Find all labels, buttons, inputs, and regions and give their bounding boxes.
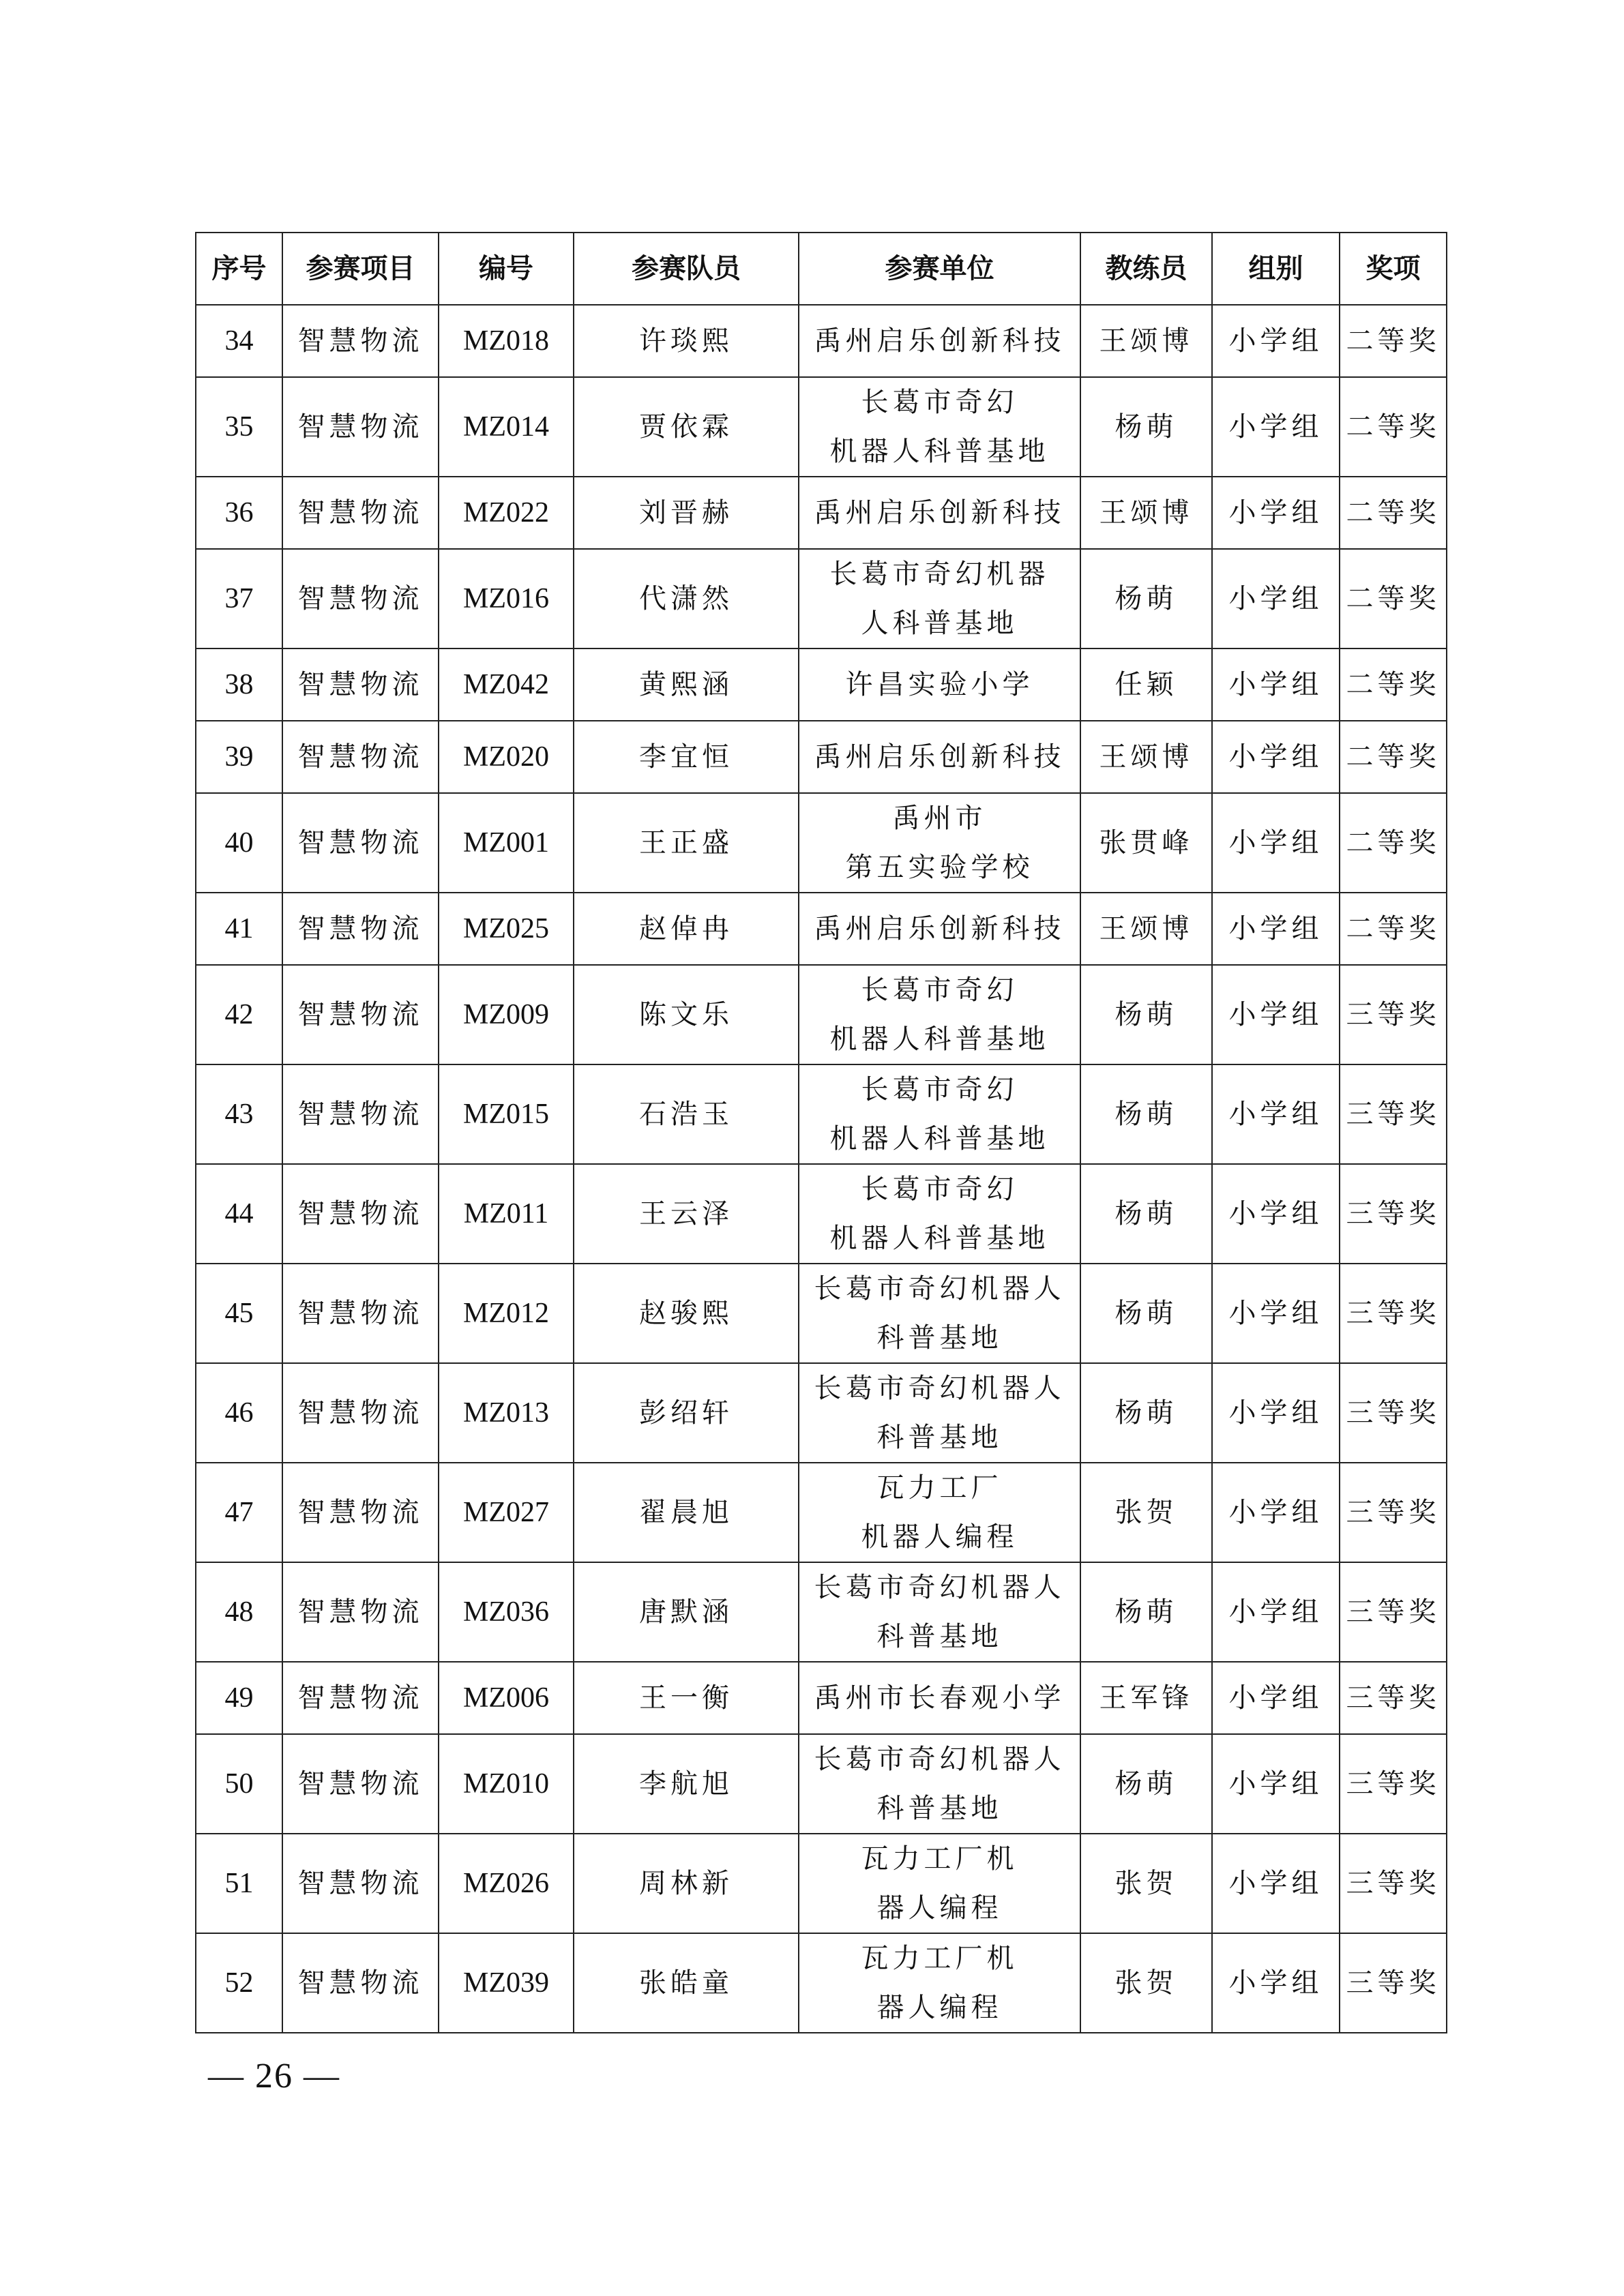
table-row <box>196 305 1447 377</box>
cell-coach: 王颂博 <box>1080 477 1212 549</box>
cell-serial: 43 <box>196 1064 282 1164</box>
cell-code: MZ014 <box>439 377 574 477</box>
cell-member: 李航旭 <box>574 1734 799 1834</box>
unit-line: 机器人科普基地 <box>829 1223 1050 1254</box>
cell-code: MZ009 <box>439 965 574 1064</box>
table-row <box>196 648 1447 721</box>
cell-award: 三等奖 <box>1340 1264 1447 1363</box>
cell-serial: 34 <box>196 305 282 377</box>
unit-line: 长葛市奇幻机器 <box>829 558 1050 590</box>
cell-unit <box>799 1734 1080 1834</box>
cell-project: 智慧物流 <box>282 1264 439 1363</box>
cell-serial: 36 <box>196 477 282 549</box>
cell-serial: 35 <box>196 377 282 477</box>
table-row <box>196 1064 1447 1164</box>
cell-coach: 王颂博 <box>1080 721 1212 793</box>
unit-line: 禹州启乐创新科技 <box>814 913 1065 944</box>
cell-member: 唐默涵 <box>574 1562 799 1662</box>
cell-unit <box>799 549 1080 648</box>
table-body <box>196 305 1447 2033</box>
cell-code: MZ010 <box>439 1734 574 1834</box>
cell-award: 三等奖 <box>1340 1064 1447 1164</box>
cell-member: 张皓童 <box>574 1933 799 2033</box>
unit-line: 科普基地 <box>876 1322 1003 1354</box>
cell-group: 小学组 <box>1212 1933 1340 2033</box>
cell-code: MZ026 <box>439 1834 574 1933</box>
cell-serial: 38 <box>196 648 282 721</box>
cell-award: 三等奖 <box>1340 1363 1447 1463</box>
award-table-container <box>195 232 1446 2033</box>
cell-award: 二等奖 <box>1340 793 1447 893</box>
unit-line: 长葛市奇幻 <box>861 974 1018 1006</box>
unit-line: 机器人科普基地 <box>829 1123 1050 1154</box>
cell-group: 小学组 <box>1212 1164 1340 1264</box>
cell-group: 小学组 <box>1212 305 1340 377</box>
cell-serial: 51 <box>196 1834 282 1933</box>
cell-group: 小学组 <box>1212 893 1340 965</box>
cell-award: 二等奖 <box>1340 477 1447 549</box>
cell-code: MZ018 <box>439 305 574 377</box>
cell-unit <box>799 721 1080 793</box>
cell-member: 周林新 <box>574 1834 799 1933</box>
cell-coach: 任颖 <box>1080 648 1212 721</box>
cell-coach: 王颂博 <box>1080 305 1212 377</box>
unit-line: 许昌实验小学 <box>845 669 1034 700</box>
unit-line: 长葛市奇幻机器人 <box>814 1572 1065 1603</box>
cell-coach: 杨萌 <box>1080 549 1212 648</box>
cell-group: 小学组 <box>1212 1363 1340 1463</box>
header-group: 组别 <box>1212 233 1340 305</box>
unit-line: 长葛市奇幻 <box>861 387 1018 418</box>
cell-code: MZ015 <box>439 1064 574 1164</box>
cell-award: 三等奖 <box>1340 1734 1447 1834</box>
cell-unit <box>799 305 1080 377</box>
cell-member: 李宜恒 <box>574 721 799 793</box>
cell-unit <box>799 893 1080 965</box>
cell-code: MZ006 <box>439 1662 574 1734</box>
cell-code: MZ042 <box>439 648 574 721</box>
cell-coach: 张贺 <box>1080 1834 1212 1933</box>
cell-project: 智慧物流 <box>282 893 439 965</box>
table-row <box>196 477 1447 549</box>
unit-line: 机器人科普基地 <box>829 1024 1050 1055</box>
table-row <box>196 377 1447 477</box>
table-row <box>196 1562 1447 1662</box>
cell-serial: 45 <box>196 1264 282 1363</box>
cell-member: 石浩玉 <box>574 1064 799 1164</box>
cell-award: 三等奖 <box>1340 1164 1447 1264</box>
unit-line: 人科普基地 <box>861 608 1018 639</box>
cell-group: 小学组 <box>1212 549 1340 648</box>
award-table <box>195 232 1447 2033</box>
cell-award: 二等奖 <box>1340 648 1447 721</box>
cell-coach: 杨萌 <box>1080 1734 1212 1834</box>
cell-project: 智慧物流 <box>282 305 439 377</box>
cell-member: 彭绍轩 <box>574 1363 799 1463</box>
cell-unit <box>799 965 1080 1064</box>
unit-line: 器人编程 <box>876 1992 1003 2023</box>
cell-award: 三等奖 <box>1340 965 1447 1064</box>
table-row <box>196 1164 1447 1264</box>
cell-group: 小学组 <box>1212 477 1340 549</box>
cell-project: 智慧物流 <box>282 793 439 893</box>
cell-award: 二等奖 <box>1340 893 1447 965</box>
cell-award: 三等奖 <box>1340 1834 1447 1933</box>
cell-unit <box>799 1834 1080 1933</box>
cell-project: 智慧物流 <box>282 1363 439 1463</box>
cell-unit <box>799 1463 1080 1562</box>
cell-award: 二等奖 <box>1340 549 1447 648</box>
cell-award: 三等奖 <box>1340 1463 1447 1562</box>
cell-code: MZ036 <box>439 1562 574 1662</box>
cell-code: MZ016 <box>439 549 574 648</box>
cell-project: 智慧物流 <box>282 1734 439 1834</box>
header-coach: 教练员 <box>1080 233 1212 305</box>
cell-project: 智慧物流 <box>282 549 439 648</box>
unit-line: 长葛市奇幻机器人 <box>814 1273 1065 1304</box>
unit-line: 瓦力工厂 <box>876 1472 1003 1504</box>
cell-member: 刘晋赫 <box>574 477 799 549</box>
cell-project: 智慧物流 <box>282 1164 439 1264</box>
cell-award: 三等奖 <box>1340 1662 1447 1734</box>
cell-code: MZ022 <box>439 477 574 549</box>
cell-serial: 44 <box>196 1164 282 1264</box>
cell-serial: 39 <box>196 721 282 793</box>
header-serial: 序号 <box>196 233 282 305</box>
unit-line: 瓦力工厂机 <box>861 1943 1018 1974</box>
cell-member: 赵骏熙 <box>574 1264 799 1363</box>
cell-member: 王一衡 <box>574 1662 799 1734</box>
cell-unit <box>799 1363 1080 1463</box>
table-row <box>196 1662 1447 1734</box>
unit-line: 机器人编程 <box>861 1521 1018 1553</box>
unit-line: 长葛市奇幻机器人 <box>814 1373 1065 1404</box>
table-row <box>196 1463 1447 1562</box>
header-unit: 参赛单位 <box>799 233 1080 305</box>
unit-line: 禹州启乐创新科技 <box>814 741 1065 773</box>
cell-group: 小学组 <box>1212 1834 1340 1933</box>
cell-project: 智慧物流 <box>282 1662 439 1734</box>
cell-award: 三等奖 <box>1340 1933 1447 2033</box>
cell-unit <box>799 377 1080 477</box>
page-number: — 26 — <box>208 2057 340 2096</box>
table-row <box>196 549 1447 648</box>
cell-coach: 杨萌 <box>1080 1064 1212 1164</box>
cell-member: 陈文乐 <box>574 965 799 1064</box>
table-row <box>196 721 1447 793</box>
cell-unit <box>799 1933 1080 2033</box>
table-row <box>196 893 1447 965</box>
table-header-row <box>196 233 1447 305</box>
cell-unit <box>799 1264 1080 1363</box>
table-row <box>196 1834 1447 1933</box>
cell-code: MZ039 <box>439 1933 574 2033</box>
table-row <box>196 1734 1447 1834</box>
cell-project: 智慧物流 <box>282 1933 439 2033</box>
cell-award: 二等奖 <box>1340 305 1447 377</box>
cell-group: 小学组 <box>1212 793 1340 893</box>
header-member: 参赛队员 <box>574 233 799 305</box>
cell-project: 智慧物流 <box>282 1064 439 1164</box>
unit-line: 科普基地 <box>876 1621 1003 1652</box>
cell-award: 二等奖 <box>1340 377 1447 477</box>
table-row <box>196 1933 1447 2033</box>
unit-line: 机器人科普基地 <box>829 436 1050 467</box>
cell-unit <box>799 1662 1080 1734</box>
cell-coach: 王颂博 <box>1080 893 1212 965</box>
table-row <box>196 1264 1447 1363</box>
cell-code: MZ020 <box>439 721 574 793</box>
unit-line: 长葛市奇幻 <box>861 1174 1018 1205</box>
cell-member: 翟晨旭 <box>574 1463 799 1562</box>
unit-line: 禹州启乐创新科技 <box>814 325 1065 357</box>
cell-coach: 张贺 <box>1080 1933 1212 2033</box>
cell-coach: 张贯峰 <box>1080 793 1212 893</box>
unit-line: 禹州启乐创新科技 <box>814 497 1065 528</box>
cell-unit <box>799 648 1080 721</box>
cell-project: 智慧物流 <box>282 965 439 1064</box>
unit-line: 长葛市奇幻机器人 <box>814 1744 1065 1775</box>
cell-coach: 杨萌 <box>1080 1164 1212 1264</box>
unit-line: 禹州市长春观小学 <box>814 1682 1065 1714</box>
cell-award: 二等奖 <box>1340 721 1447 793</box>
unit-line: 科普基地 <box>876 1422 1003 1453</box>
cell-unit <box>799 1562 1080 1662</box>
cell-group: 小学组 <box>1212 1562 1340 1662</box>
cell-serial: 52 <box>196 1933 282 2033</box>
unit-line: 第五实验学校 <box>845 852 1034 883</box>
table-row <box>196 793 1447 893</box>
cell-project: 智慧物流 <box>282 377 439 477</box>
header-award: 奖项 <box>1340 233 1447 305</box>
cell-serial: 47 <box>196 1463 282 1562</box>
cell-serial: 50 <box>196 1734 282 1834</box>
cell-project: 智慧物流 <box>282 1834 439 1933</box>
cell-coach: 张贺 <box>1080 1463 1212 1562</box>
cell-serial: 37 <box>196 549 282 648</box>
cell-code: MZ027 <box>439 1463 574 1562</box>
unit-line: 禹州市 <box>892 803 987 834</box>
cell-project: 智慧物流 <box>282 1463 439 1562</box>
cell-award: 三等奖 <box>1340 1562 1447 1662</box>
unit-line: 瓦力工厂机 <box>861 1843 1018 1875</box>
cell-unit <box>799 793 1080 893</box>
cell-serial: 40 <box>196 793 282 893</box>
cell-serial: 46 <box>196 1363 282 1463</box>
cell-serial: 49 <box>196 1662 282 1734</box>
cell-member: 黄熙涵 <box>574 648 799 721</box>
cell-project: 智慧物流 <box>282 648 439 721</box>
cell-coach: 王军锋 <box>1080 1662 1212 1734</box>
cell-project: 智慧物流 <box>282 1562 439 1662</box>
header-project: 参赛项目 <box>282 233 439 305</box>
cell-member: 贾依霖 <box>574 377 799 477</box>
cell-coach: 杨萌 <box>1080 1363 1212 1463</box>
unit-line: 科普基地 <box>876 1793 1003 1824</box>
table-row <box>196 1363 1447 1463</box>
cell-serial: 42 <box>196 965 282 1064</box>
cell-group: 小学组 <box>1212 1064 1340 1164</box>
cell-member: 许琰熙 <box>574 305 799 377</box>
cell-code: MZ001 <box>439 793 574 893</box>
cell-project: 智慧物流 <box>282 477 439 549</box>
cell-member: 代潇然 <box>574 549 799 648</box>
cell-serial: 48 <box>196 1562 282 1662</box>
cell-unit <box>799 1064 1080 1164</box>
cell-group: 小学组 <box>1212 965 1340 1064</box>
table-row <box>196 965 1447 1064</box>
cell-member: 赵倬冉 <box>574 893 799 965</box>
cell-coach: 杨萌 <box>1080 377 1212 477</box>
cell-coach: 杨萌 <box>1080 965 1212 1064</box>
cell-unit <box>799 1164 1080 1264</box>
cell-project: 智慧物流 <box>282 721 439 793</box>
cell-group: 小学组 <box>1212 1463 1340 1562</box>
unit-line: 长葛市奇幻 <box>861 1074 1018 1105</box>
cell-code: MZ025 <box>439 893 574 965</box>
header-code: 编号 <box>439 233 574 305</box>
cell-coach: 杨萌 <box>1080 1562 1212 1662</box>
cell-code: MZ012 <box>439 1264 574 1363</box>
cell-serial: 41 <box>196 893 282 965</box>
cell-code: MZ013 <box>439 1363 574 1463</box>
cell-member: 王云泽 <box>574 1164 799 1264</box>
cell-group: 小学组 <box>1212 1734 1340 1834</box>
cell-group: 小学组 <box>1212 1662 1340 1734</box>
cell-group: 小学组 <box>1212 377 1340 477</box>
cell-member: 王正盛 <box>574 793 799 893</box>
cell-group: 小学组 <box>1212 721 1340 793</box>
cell-unit <box>799 477 1080 549</box>
cell-coach: 杨萌 <box>1080 1264 1212 1363</box>
cell-code: MZ011 <box>439 1164 574 1264</box>
unit-line: 器人编程 <box>876 1892 1003 1924</box>
cell-group: 小学组 <box>1212 1264 1340 1363</box>
cell-group: 小学组 <box>1212 648 1340 721</box>
